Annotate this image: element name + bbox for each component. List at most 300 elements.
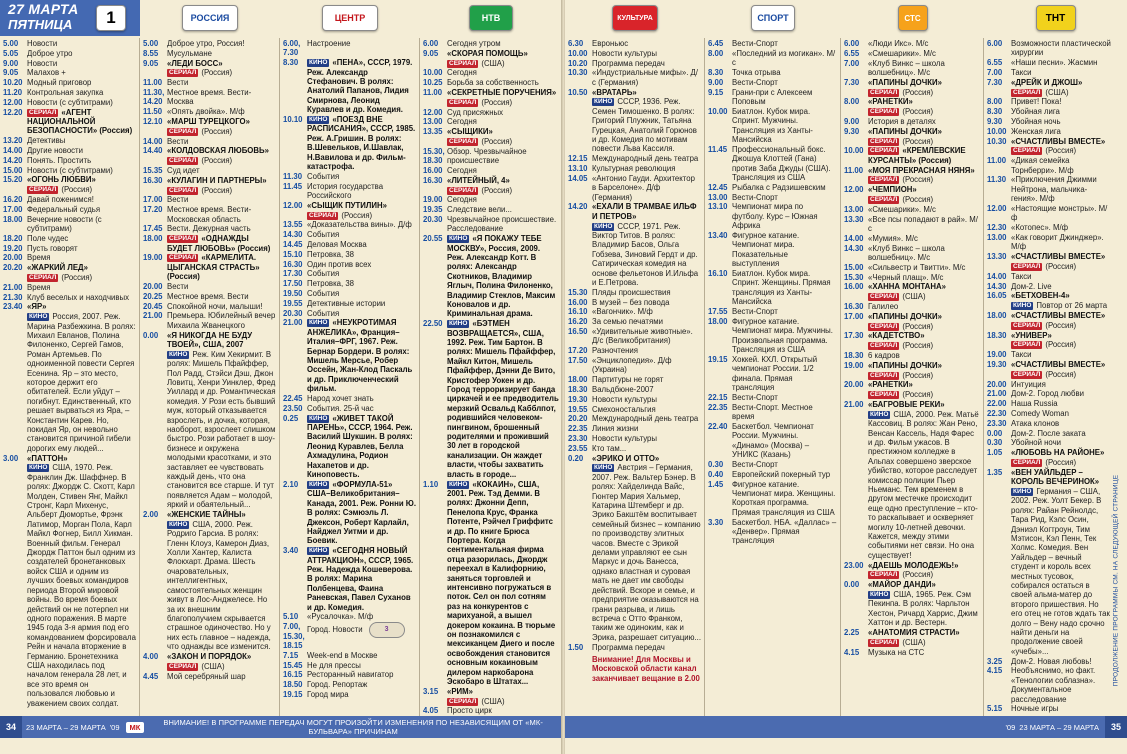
program-text: Мой серебряный шар	[167, 671, 246, 681]
serial-badge: СЕРИАЛ	[29, 108, 57, 116]
program-text: «НЕУКРОТИМАЯ АНЖЕЛИКА», Франция–Италия–ФРГ, 1967. Реж. Бернар Бордери. В ролях: Мишель Мерсье, Робер Оссейн, Жан-Клод Паскаль и др. Приключенческий фильм.	[307, 318, 413, 394]
program-title	[732, 145, 837, 183]
program-item	[987, 350, 1111, 359]
program-title	[307, 404, 416, 413]
program-title	[592, 414, 701, 423]
program-text: Убойная лига	[1011, 107, 1060, 117]
program-item	[987, 88, 1111, 97]
program-time: 23.30	[568, 434, 588, 444]
program-title	[1011, 88, 1111, 97]
program-time: 14.30	[283, 230, 303, 240]
program-title	[732, 68, 837, 77]
program-item	[844, 638, 980, 647]
program-title	[167, 205, 276, 224]
program-time	[423, 59, 447, 68]
program-text: «ЭРИКО И ОТТО»	[592, 453, 660, 463]
serial-badge: СЕРИАЛ	[169, 157, 197, 165]
kino-badge: КИНО	[594, 464, 613, 472]
program-time: 22.30	[987, 408, 1007, 418]
program-time	[844, 410, 868, 561]
serial-badge: СЕРИАЛ	[169, 186, 197, 194]
program-text: СССР, 1971. Реж. Виктор Титов. В ролях: Владимир Басов, Ольга Гобзева, Зиновий Гердт и др. Сатирическая комедия на основе фельетонов И.Ильфа и Е.Петрова.	[592, 221, 699, 288]
program-time: 9.15	[708, 87, 724, 97]
program-text: Малахов +	[27, 68, 66, 78]
program-item	[568, 39, 701, 48]
program-text: (Россия)	[902, 194, 934, 204]
program-title	[1011, 301, 1111, 310]
program-title	[1011, 262, 1111, 271]
program-time: 5.00	[3, 39, 19, 48]
program-text: Клуб веселых и находчивых	[27, 292, 130, 302]
program-time: 17.20	[143, 205, 163, 215]
program-time: 10.20	[3, 78, 23, 88]
program-item	[143, 166, 276, 175]
program-time: 20.25	[143, 291, 163, 301]
program-item	[844, 166, 980, 175]
program-text: Вести-Спорт	[732, 392, 778, 402]
program-time	[143, 662, 167, 671]
program-title	[868, 361, 980, 370]
program-item	[283, 269, 416, 278]
program-text: «ПАТТОН»	[27, 453, 68, 463]
program-title	[592, 288, 701, 297]
program-text: Профессиональный бокс. Джошуа Клоттей (Гана) против Заба Джуды (США). Трансляция из США	[732, 144, 831, 183]
program-time: 8.00	[844, 97, 860, 107]
program-title	[868, 351, 980, 360]
program-time: 14.05	[568, 173, 588, 183]
program-time: 6.00, 7.30	[283, 39, 301, 58]
program-text: Рыбалка с Радзишевским	[732, 182, 826, 192]
program-text: События. 25-й час	[307, 403, 374, 413]
program-item	[708, 393, 837, 402]
program-item	[3, 253, 136, 262]
program-item	[143, 78, 276, 87]
program-text: «КУЛАГИН И ПАРТНЕРЫ»	[167, 175, 267, 185]
program-time: 1.45	[708, 479, 724, 489]
program-title	[592, 454, 701, 463]
ntv-logo-text: НТВ	[481, 13, 501, 23]
program-time: 6.30	[568, 39, 584, 48]
program-item	[143, 156, 276, 165]
program-item	[3, 215, 136, 234]
program-title	[447, 234, 559, 319]
program-time: 14.45	[283, 240, 303, 250]
kino-badge: КИНО	[449, 235, 468, 243]
program-item	[423, 127, 559, 136]
program-text: «СЧАСТЛИВЫ ВМЕСТЕ»	[1011, 136, 1106, 146]
program-title	[27, 146, 136, 155]
program-item	[423, 319, 559, 479]
program-title	[27, 39, 136, 48]
program-item	[143, 195, 276, 204]
program-text: «ЖАРКИЙ ЛЕД»	[27, 263, 88, 273]
program-item	[423, 147, 559, 166]
program-item	[3, 136, 136, 145]
program-time	[568, 463, 592, 642]
program-item	[3, 49, 136, 58]
program-text: Ночные игры	[1011, 704, 1059, 714]
program-item	[708, 470, 837, 479]
program-text: Петровка, 38	[307, 249, 354, 259]
program-time: 2.25	[844, 628, 860, 638]
program-item	[708, 202, 837, 230]
program-text: Детективные истории	[307, 298, 386, 308]
kultura-logo-text: КУЛЬТУРА	[617, 14, 653, 22]
program-item	[844, 146, 980, 165]
program-title	[307, 309, 416, 318]
program-item	[987, 340, 1111, 349]
column-centr	[280, 38, 420, 716]
program-title	[447, 147, 559, 166]
program-text: Такси	[1011, 271, 1032, 281]
program-title	[868, 175, 980, 184]
program-item	[844, 380, 980, 389]
serial-badge: СЕРИАЛ	[870, 195, 898, 203]
program-item	[423, 697, 559, 706]
program-time: 10.25	[423, 78, 443, 88]
program-item	[844, 561, 980, 570]
program-item	[143, 68, 276, 77]
program-time: 13.20	[3, 136, 23, 146]
program-item	[143, 234, 276, 253]
program-text: Вести	[167, 78, 189, 88]
program-title	[167, 311, 276, 330]
kino-badge: КИНО	[309, 319, 328, 327]
program-time: 20.30	[283, 308, 303, 318]
program-text: Партитуры не горят	[592, 375, 664, 385]
left-page	[0, 0, 562, 754]
program-title	[167, 331, 276, 350]
program-text: «ЛЕДИ БОСС»	[167, 58, 223, 68]
kino-badge: КИНО	[594, 222, 613, 230]
program-title	[167, 224, 276, 233]
serial-badge: СЕРИАЛ	[870, 137, 898, 145]
program-item	[283, 115, 416, 171]
program-text: Модный приговор	[27, 78, 92, 88]
program-text: Хоккей. КХЛ. Открытый чемпионат России. 1/2 финала. Прямая трансляция	[732, 354, 818, 393]
continued-note-text: ПРОДОЛЖЕНИЕ ПРОГРАММЫ СМ. НА СЛЕДУЮЩЕЙ СТРАНИЦЕ	[1112, 474, 1120, 686]
program-item	[283, 58, 416, 114]
program-item	[987, 301, 1111, 310]
program-text: Доброе утро, Россия!	[167, 39, 245, 48]
program-time: 16.00	[568, 297, 588, 307]
program-title	[167, 78, 276, 87]
program-time: 23.30	[987, 418, 1007, 428]
program-title	[447, 108, 559, 117]
program-text: (США)	[902, 637, 926, 647]
program-time: 22.00	[987, 399, 1007, 409]
program-text: Вести-Спорт	[732, 39, 778, 48]
program-title	[27, 263, 136, 272]
kino-badge: КИНО	[309, 414, 328, 422]
program-title	[27, 175, 136, 184]
program-time: 16.50	[568, 327, 588, 337]
program-title	[447, 117, 559, 126]
program-title	[868, 88, 980, 97]
program-title	[307, 546, 416, 612]
program-title	[167, 510, 276, 519]
program-time: 22.35	[708, 402, 728, 412]
program-title	[27, 234, 136, 243]
program-item	[143, 672, 276, 681]
program-time: 4.15	[844, 647, 860, 657]
program-title	[27, 68, 136, 77]
program-text: «ДРЕЙК И ДЖОШ»	[1011, 77, 1083, 87]
program-title	[592, 39, 701, 48]
program-title	[307, 394, 416, 403]
program-text: Контрольная закупка	[27, 87, 104, 97]
program-text: Фигурное катание. Чемпионат мира. Показательные выступления	[732, 231, 800, 269]
program-title	[732, 88, 837, 107]
program-title	[27, 293, 136, 302]
program-title	[27, 273, 136, 282]
program-text: Новости	[27, 39, 58, 48]
program-text: Борьба за собственность	[447, 78, 539, 88]
program-item	[987, 487, 1111, 656]
program-item	[423, 59, 559, 68]
program-time: 1.50	[568, 642, 584, 652]
channel-logo-centr	[322, 5, 378, 31]
program-text: Сегодня утром	[447, 39, 501, 48]
program-item	[987, 666, 1111, 704]
program-title	[447, 49, 559, 58]
program-text: «СЕГОДНЯ НОВЫЙ АТТРАКЦИОН», СССР, 1965. Реж. Надежда Кошеверова. В ролях: Марина Полбенцева, Фаина Раневская, Павел Суханов и др. Комедия.	[307, 546, 414, 612]
program-item	[844, 234, 980, 243]
program-time	[143, 520, 167, 652]
program-title	[1011, 127, 1111, 136]
program-time: 0.00	[987, 428, 1003, 438]
program-title	[447, 186, 559, 195]
program-item	[3, 454, 136, 463]
program-text: (Россия)	[902, 107, 934, 117]
program-item	[423, 687, 559, 696]
program-text: Народ хочет знать	[307, 394, 374, 404]
program-text: Галилео	[868, 301, 899, 311]
program-text: Вести-Спорт	[732, 77, 778, 87]
program-title	[27, 156, 136, 165]
program-item	[3, 273, 136, 282]
program-text: «КАДЕТСТВО»	[868, 331, 925, 341]
program-time: 15.00	[844, 262, 864, 272]
program-title	[592, 49, 701, 58]
program-title	[1011, 78, 1111, 87]
serial-badge: СЕРИАЛ	[449, 137, 477, 145]
program-item	[708, 78, 837, 87]
program-title	[592, 327, 701, 346]
program-text: «ФОРМУЛА-51» США–Великобритания–Канада, 2001. Реж. Ронни Ю. В ролях: Сэмюэль Л. Джексон, Роберт Карлайл, Найджел Уитми и др. Боевик.	[307, 479, 416, 546]
program-time: 11.00	[143, 78, 163, 88]
program-title	[868, 322, 980, 331]
program-item	[423, 137, 559, 146]
program-text: Пляды происшествия	[592, 287, 671, 297]
program-text: «Опять двойка». М/ф	[167, 107, 245, 117]
program-title	[592, 174, 701, 202]
program-title	[27, 185, 136, 194]
program-text: «ПАПИНЫ ДОЧКИ»	[868, 77, 942, 87]
program-time: 20.20	[3, 263, 23, 273]
program-title	[1011, 468, 1111, 487]
tnt-logo-text: ТНТ	[1045, 12, 1066, 24]
program-text: (Россия)	[1045, 261, 1077, 271]
program-text: (Россия)	[902, 321, 934, 331]
program-title	[27, 302, 136, 311]
program-title	[868, 292, 980, 301]
program-text: Новости	[27, 58, 58, 68]
program-time: 14.20	[568, 202, 588, 212]
program-text: 6 кадров	[868, 350, 900, 360]
program-time: 21.30	[3, 292, 23, 302]
program-text: Грани-при с Алексеем Поповым	[732, 87, 813, 106]
program-description	[592, 463, 701, 642]
program-time: 10.30	[987, 136, 1007, 146]
program-title	[868, 302, 980, 311]
program-item	[3, 234, 136, 243]
weekday-label: ПЯТНИЦА	[8, 17, 73, 32]
program-time: 7.30	[844, 77, 860, 87]
program-text: Новости (с субтитрами)	[27, 97, 113, 107]
program-text: «ПАПИНЫ ДОЧКИ»	[868, 126, 942, 136]
program-title	[307, 289, 416, 298]
program-item	[423, 215, 559, 234]
program-time	[844, 638, 868, 647]
program-text: Сегодня	[447, 195, 477, 205]
program-time: 12.15	[568, 154, 588, 164]
program-time: 16.05	[987, 291, 1007, 301]
program-text: Точка отрыва	[732, 68, 781, 77]
program-title	[447, 98, 559, 107]
program-item	[423, 176, 559, 185]
program-text: Comedy Woman	[1011, 408, 1069, 418]
program-time: 1.10	[423, 479, 439, 489]
column-perviy	[0, 38, 140, 716]
program-text: Сегодня	[447, 117, 477, 127]
program-item	[844, 292, 980, 301]
program-time: 16.00	[423, 165, 443, 175]
program-item	[423, 68, 559, 77]
program-item	[423, 480, 559, 687]
program-item	[423, 39, 559, 48]
program-item	[143, 176, 276, 185]
program-title	[592, 395, 701, 404]
program-text: Убойной ночи	[1011, 438, 1061, 448]
program-item	[987, 321, 1111, 330]
program-text: «Индустриальные мифы». Д/с (Германия)	[592, 68, 698, 87]
program-item	[708, 317, 837, 355]
serial-badge: СЕРИАЛ	[1013, 370, 1041, 378]
program-title	[868, 185, 980, 194]
program-time: 14.20	[3, 155, 23, 165]
program-time: 8.00	[708, 48, 724, 58]
program-time: 2.00	[143, 510, 159, 520]
serial-badge: СЕРИАЛ	[1013, 262, 1041, 270]
program-time: 18.20	[3, 233, 23, 243]
program-time: 22.35	[568, 424, 588, 434]
program-text: «Удивительные животные». Д/с (Великобритания)	[592, 327, 693, 346]
program-text: «Доказательства вины». Д/ф	[307, 220, 412, 230]
program-title	[447, 127, 559, 136]
program-time: 11.00	[987, 156, 1007, 166]
program-time: 14.00	[987, 271, 1007, 281]
program-text: «КАРМЕЛИТА. ЦЫГАНСКАЯ СТРАСТЬ» (Россия)	[167, 253, 260, 282]
program-text: Повтор от 26 марта	[1036, 301, 1108, 311]
program-text: Кто там...	[592, 443, 627, 453]
program-title	[167, 59, 276, 68]
program-text: (Россия)	[902, 341, 934, 351]
program-text: «СЧАСТЛИВЫ ВМЕСТЕ»	[1011, 359, 1106, 369]
serial-badge: СЕРИАЛ	[870, 108, 898, 116]
program-time: 5.00	[143, 39, 159, 48]
program-item	[143, 311, 276, 330]
program-time: 13.30	[844, 214, 864, 224]
program-time: 11.50	[143, 107, 163, 117]
program-time: 11.00	[423, 87, 443, 97]
program-text: «ЯР»	[27, 302, 47, 312]
program-title	[1011, 252, 1111, 261]
program-item	[568, 154, 701, 163]
program-text: Новости культуры	[592, 48, 657, 58]
program-time: 14.30	[987, 281, 1007, 291]
program-item	[708, 145, 837, 183]
program-time	[844, 195, 868, 204]
program-title	[592, 88, 701, 97]
program-item	[844, 78, 980, 87]
program-title	[1011, 666, 1111, 704]
program-text: (Россия)	[481, 97, 513, 107]
program-item	[3, 166, 136, 175]
program-text: Дом-2. Новая любовь!	[1011, 656, 1092, 666]
program-time: 19.50	[283, 289, 303, 299]
program-time: 11.00	[844, 165, 864, 175]
program-item	[283, 230, 416, 239]
program-title	[167, 672, 276, 681]
program-time	[844, 107, 868, 116]
program-item	[987, 389, 1111, 398]
program-time	[423, 137, 447, 146]
program-text: «МАРШ ТУРЕЦКОГО»	[167, 116, 250, 126]
kino-badge: КИНО	[449, 480, 468, 488]
program-title	[592, 643, 701, 652]
program-time: 10.50	[568, 87, 588, 97]
program-title	[732, 403, 837, 422]
program-item	[844, 331, 980, 340]
program-item	[568, 346, 701, 355]
program-time: 11.20	[3, 87, 23, 97]
program-title	[732, 78, 837, 87]
program-time: 9.05	[423, 48, 439, 58]
program-time: 5.15	[987, 704, 1003, 714]
program-text: «Смешарики». М/с	[868, 204, 936, 214]
program-title	[447, 215, 559, 234]
program-item	[283, 670, 416, 679]
program-text: Время	[27, 253, 51, 263]
program-text: Россия, 2007. Реж. Марина Разбежкина. В ролях: Михаил Евланов, Полина Филоненко, Сергей Гамов, Роман Артемьев. По одноименной повести Сергея Есенина. Яр – это место, которое держит его обитателей. Если уйдут – погибнут. Единственный, кто решает вырваться из Яра, – Константин Карев. Но, покидая Яр, он невольно становится причиной гибели дорогих ему людей...	[27, 312, 136, 453]
program-time: 22.50	[423, 319, 443, 329]
program-item	[143, 331, 276, 350]
program-text: «РАНЕТКИ»	[868, 97, 913, 107]
program-text: «КОКАИН», США, 2001. Реж. Тэд Демми. В ролях: Джонни Депп, Пенелопа Крус, Франка Потенте, Рэйчел Гриффитс и др. По книге Брюса Портера. Когда сентиментальная фирма отца разорилась, Джордж переехал в Калифорнию, заняться торговлей и интенсивно погружаться в поток. Сел он пол сотням раз на конкурентов с марихуаной, а вышел докером кокаина. В тюрьме он познакомился с мексиканцем Диего и после освобождения становится основным кокаиновым дилером наркобарона Эскобаро в Штатах...	[447, 479, 556, 687]
program-title	[732, 269, 837, 307]
program-item	[283, 299, 416, 308]
program-text: Не для прессы	[307, 660, 361, 670]
serial-badge: СЕРИАЛ	[29, 273, 57, 281]
program-item	[708, 422, 837, 460]
program-item	[844, 628, 980, 637]
program-time: 0.00	[844, 580, 860, 590]
program-item	[3, 283, 136, 292]
program-time: 17.50	[283, 279, 303, 289]
program-time: 16.30	[423, 175, 443, 185]
program-item	[423, 205, 559, 214]
